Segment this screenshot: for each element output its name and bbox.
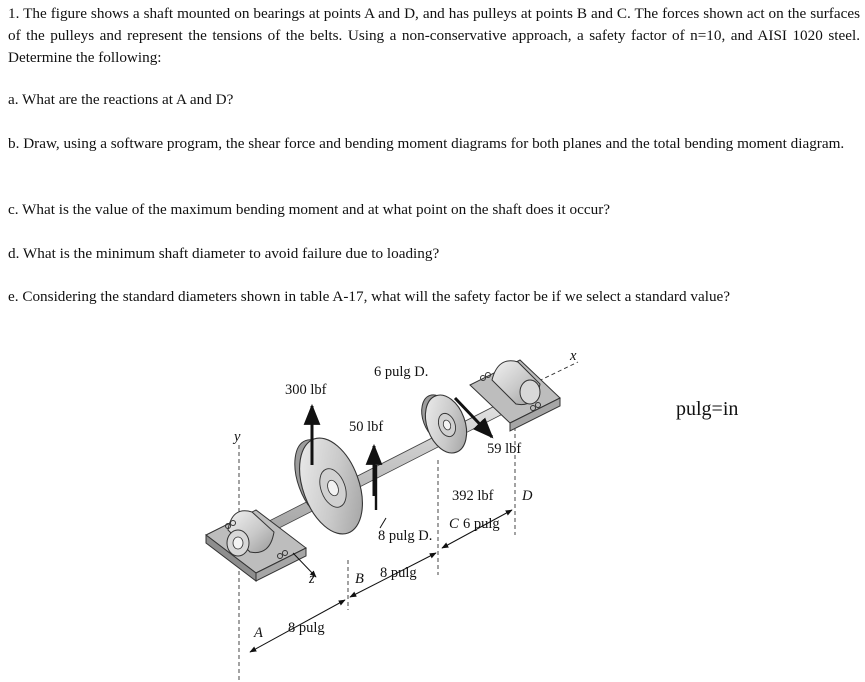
force-300-label: 300 lbf xyxy=(285,382,327,398)
point-b-label: B xyxy=(355,571,364,587)
point-d-label: D xyxy=(522,488,533,504)
dimension-bc-label: 8 pulg xyxy=(380,565,417,581)
shaft-figure xyxy=(0,330,865,682)
question-c: c. What is the value of the maximum bending moment and at what point on the shaft does it occur? xyxy=(8,201,611,218)
unit-note: pulg=in xyxy=(676,398,739,420)
force-50-label: 50 lbf xyxy=(349,419,384,435)
force-392-label: 392 lbf xyxy=(452,488,494,504)
point-a-label: A xyxy=(254,625,263,641)
dimension-cd-label: 6 pulg xyxy=(463,516,500,532)
dimension-ab-label: 8 pulg xyxy=(288,620,325,636)
pulley-c-diameter-label: 6 pulg D. xyxy=(374,364,429,380)
question-a: a. What are the reactions at A and D? xyxy=(8,91,234,108)
point-c-label: C xyxy=(449,516,459,532)
axis-z-label: z xyxy=(309,571,315,587)
axis-x-label: x xyxy=(570,348,577,364)
question-e: e. Considering the standard diameters shown in table A-17, what will the safety factor be if we select a standard value? xyxy=(8,288,731,305)
problem-statement: 1. The figure shows a shaft mounted on bearings at points A and D, and has pulleys at points B and C. The forces shown act on the surfaces of the pulleys and represent the tensions of the belts. Using a non-conservative approach, a safety factor of n=10, and AISI 1020 steel. Determine the following: xyxy=(8,5,860,66)
question-b: b. Draw, using a software program, the shear force and bending moment diagrams for both planes and the total bending moment diagram. xyxy=(8,135,845,152)
pulley-b-diameter-label: 8 pulg D. xyxy=(378,528,433,544)
question-d: d. What is the minimum shaft diameter to avoid failure due to loading? xyxy=(8,245,440,262)
axis-y-label: y xyxy=(234,429,241,445)
force-59-label: 59 lbf xyxy=(487,441,522,457)
